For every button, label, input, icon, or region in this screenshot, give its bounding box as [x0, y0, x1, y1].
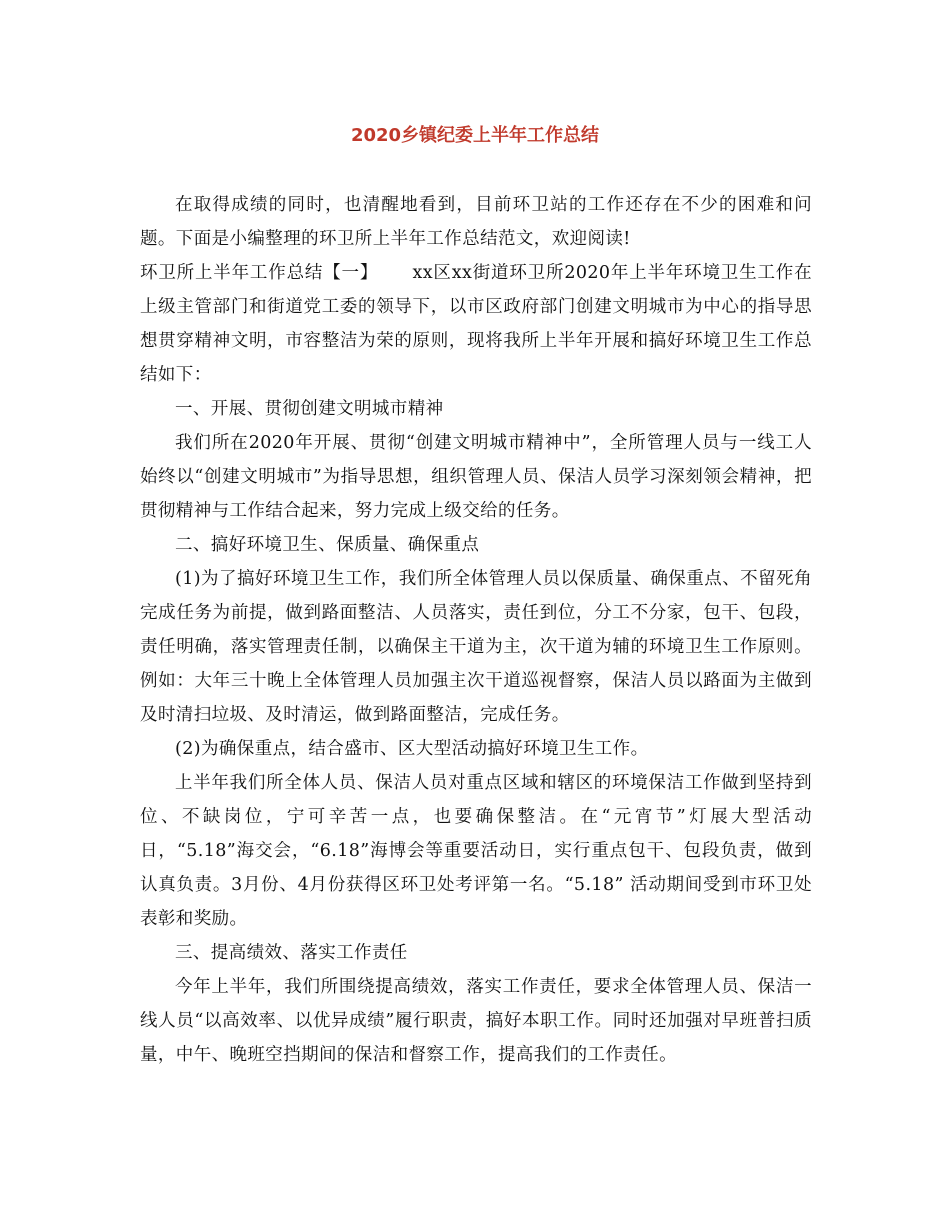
- paragraph: (2)为确保重点，结合盛市、区大型活动搞好环境卫生工作。: [175, 739, 649, 759]
- section-heading: 一、开展、贯彻创建文明城市精神: [175, 399, 444, 419]
- paragraph: 上半年我们所全体人员、保洁人员对重点区域和辖区的环境保洁工作做到坚持到位、不缺岗位，宁可辛苦一点，也要确保整洁。在“元宵节”灯展大型活动日，“5.18”海交会，“6.18”海博会等重要活动日，实行重点包干、包段负责，做到认真负责。3月份、4月份获得区环卫处考评第一名。“5.18” 活动期间受到市环卫处表彰和奖励。: [140, 773, 812, 929]
- section-heading: 二、搞好环境卫生、保质量、确保重点: [175, 535, 480, 555]
- paragraph: 在取得成绩的同时，也清醒地看到，目前环卫站的工作还存在不少的困难和问题。下面是小编整理的环卫所上半年工作总结范文，欢迎阅读!: [140, 195, 812, 249]
- paragraph: 环卫所上半年工作总结【一】 xx区xx街道环卫所2020年上半年环境卫生工作在上级主管部门和街道党工委的领导下，以市区政府部门创建文明城市为中心的指导思想贯穿精神文明，市容整洁为荣的原则，现将我所上半年开展和搞好环境卫生工作总结如下：: [140, 263, 812, 385]
- paragraph: (1)为了搞好环境卫生工作，我们所全体管理人员以保质量、确保重点、不留死角完成任务为前提，做到路面整洁、人员落实，责任到位，分工不分家，包干、包段，责任明确，落实管理责任制，以确保主干道为主，次干道为辅的环境卫生工作原则。例如：大年三十晚上全体管理人员加强主次干道巡视督察，保洁人员以路面为主做到及时清扫垃圾、及时清运，做到路面整洁，完成任务。: [140, 569, 812, 725]
- paragraph: 今年上半年，我们所围绕提高绩效，落实工作责任，要求全体管理人员、保洁一线人员“以高效率、以优异成绩”履行职责，搞好本职工作。同时还加强对早班普扫质量，中午、晚班空挡期间的保洁和督察工作，提高我们的工作责任。: [140, 977, 812, 1065]
- document-body: [140, 188, 812, 1072]
- section-heading: 三、提高绩效、落实工作责任: [175, 943, 408, 963]
- page-title: 2020乡镇纪委上半年工作总结: [350, 125, 600, 146]
- paragraph: 我们所在2020年开展、贯彻“创建文明城市精神中”，全所管理人员与一线工人始终以“创建文明城市”为指导思想，组织管理人员、保洁人员学习深刻领会精神，把贯彻精神与工作结合起来，努力完成上级交给的任务。: [140, 433, 812, 521]
